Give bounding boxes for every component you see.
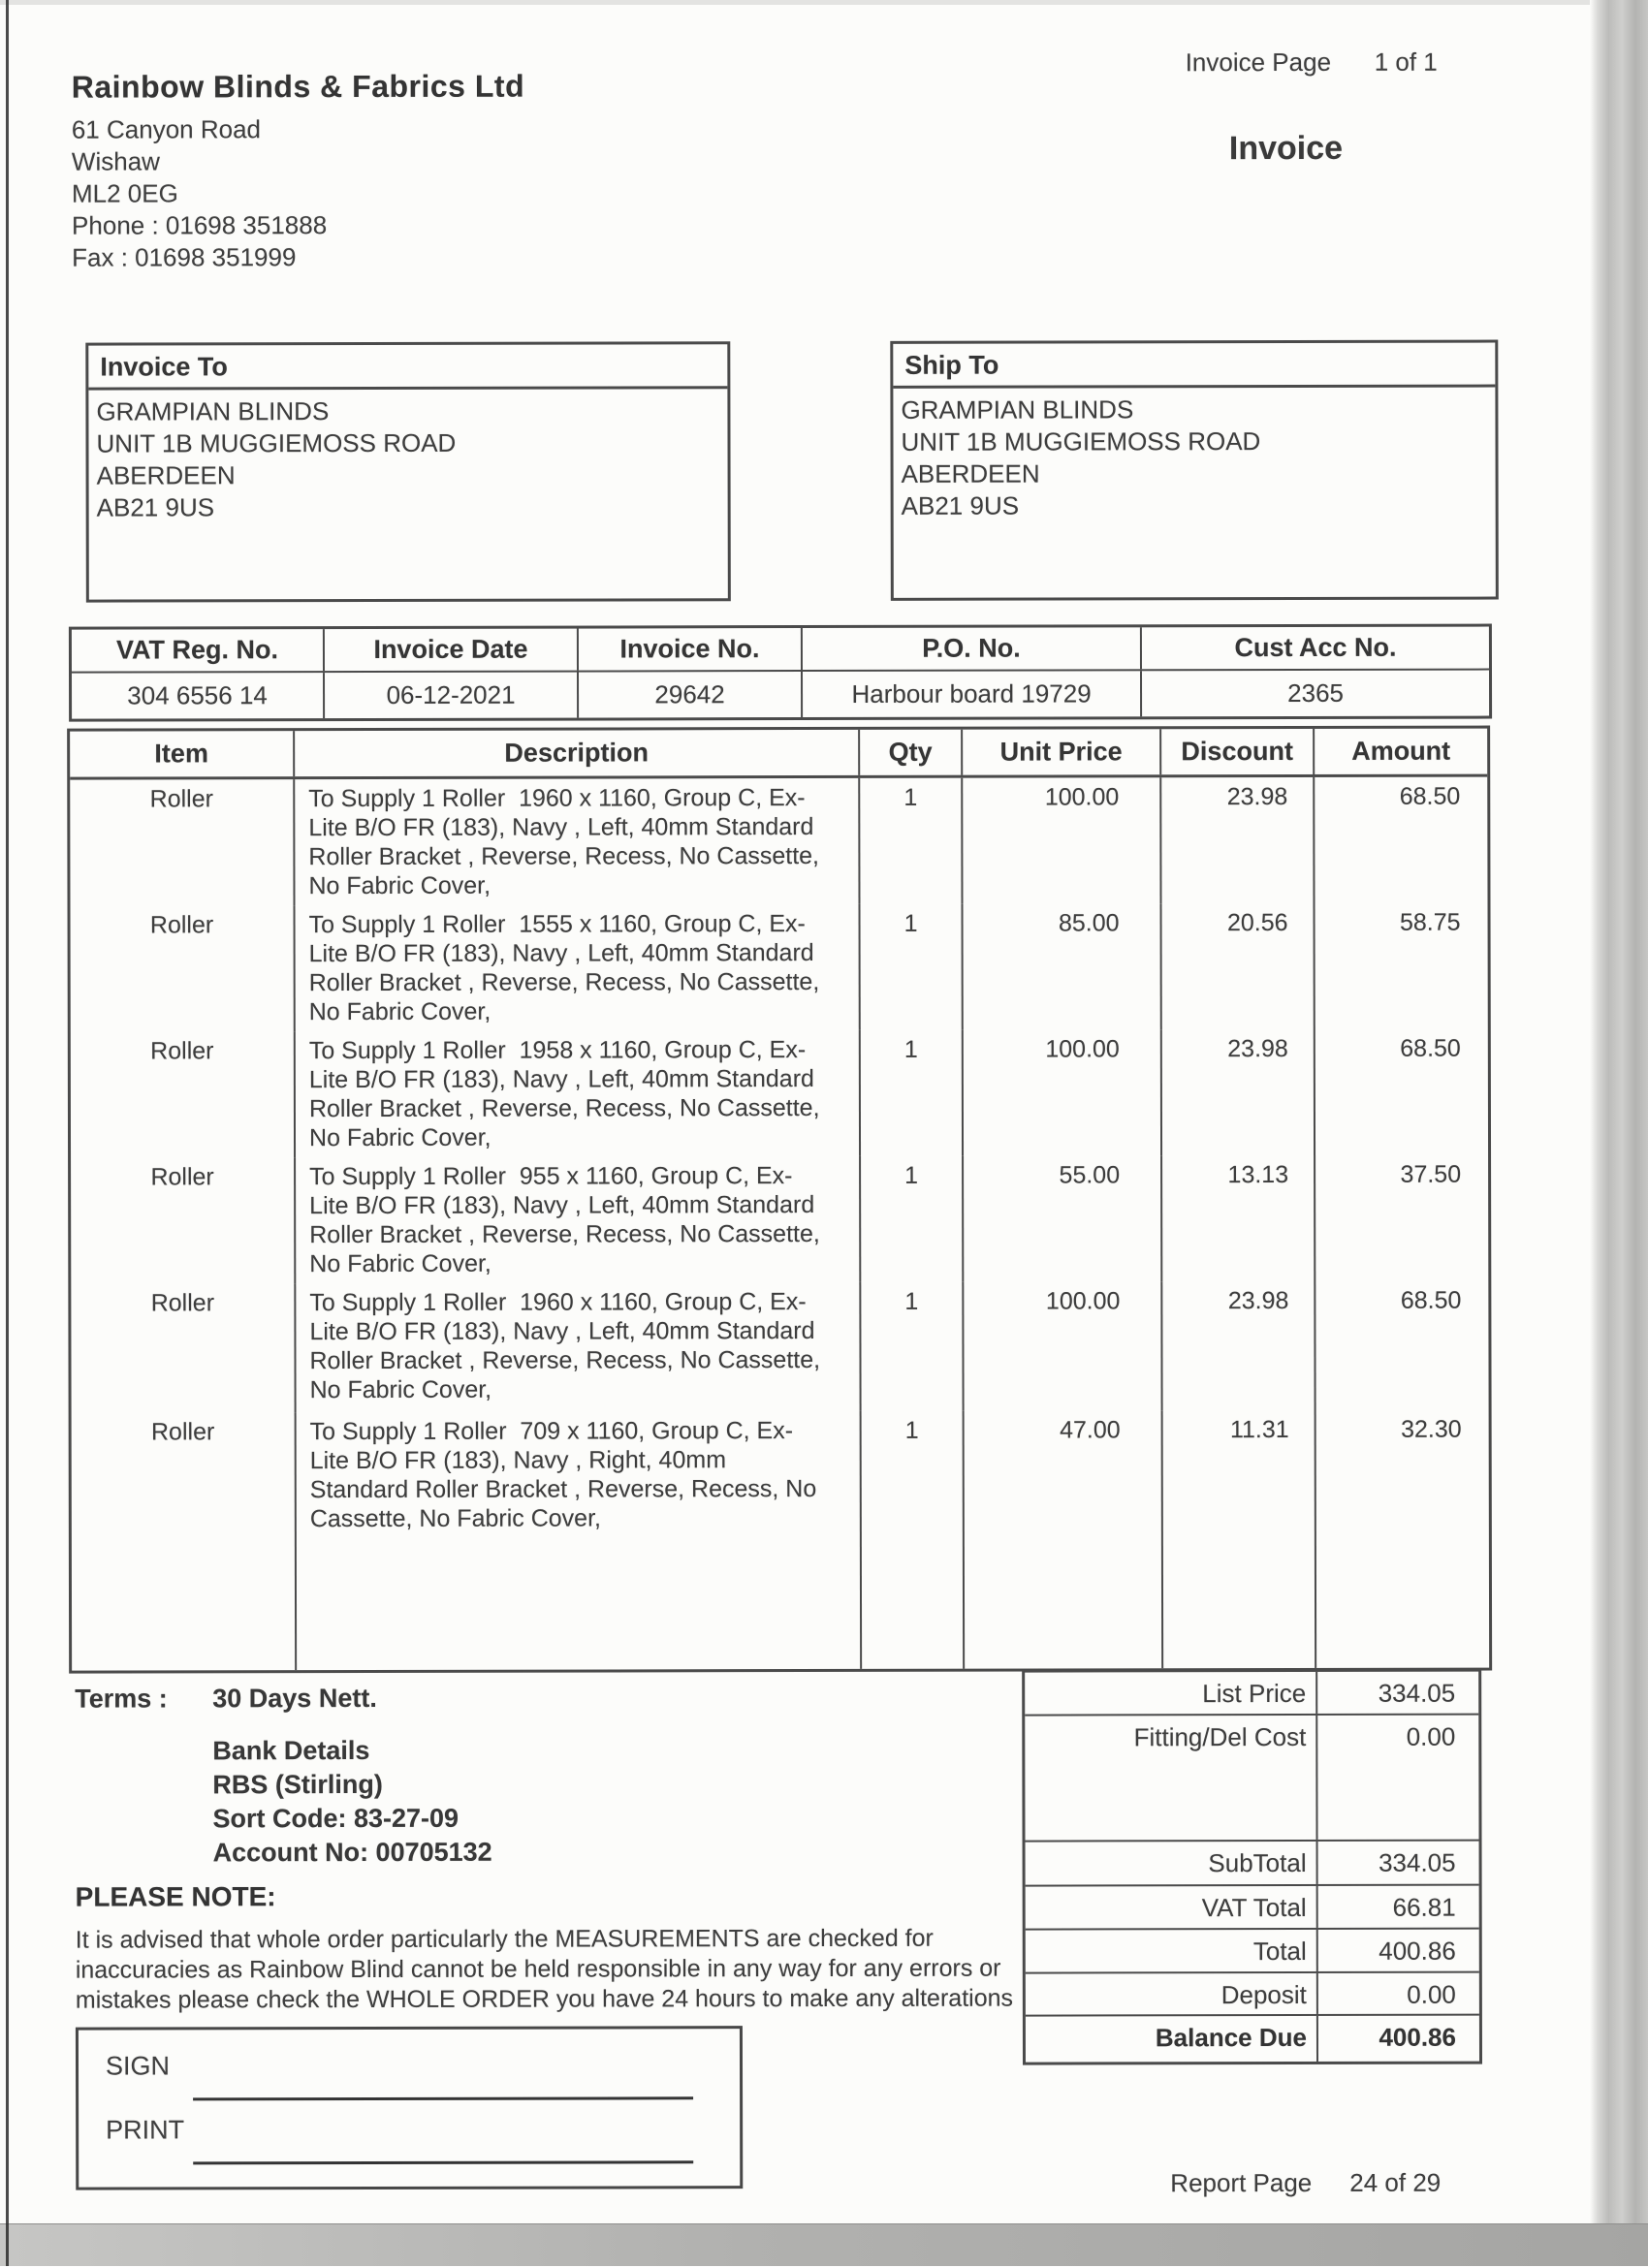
item-name: Roller (71, 1031, 296, 1157)
item-unit-price: 100.00 (963, 777, 1161, 903)
please-note-heading: PLEASE NOTE: (75, 1881, 276, 1912)
item-unit-price: 47.00 (965, 1410, 1164, 1668)
scan-edge-top (0, 0, 1648, 5)
meta-header-cust-acc: Cust Acc No. (1234, 632, 1397, 663)
print-line (193, 2160, 693, 2164)
item-amount: 37.50 (1400, 1160, 1462, 1188)
totals-row-fitting-del-cost (1025, 1716, 1478, 1843)
meta-header-vat: VAT Reg. No. (72, 629, 325, 672)
item-amount: 68.50 (1400, 1034, 1461, 1062)
totals-row-subtotal (1026, 1842, 1479, 1887)
sign-line (193, 2096, 693, 2100)
item-description: To Supply 1 Roller 709 x 1160, Group C, Ex- Lite B/O FR (183), Navy , Right, 40mm Standard Roller Bracket , Reverse, Recess, No Cassette, No Fabric Cover, (297, 1411, 863, 1670)
item-discount: 20.56 (1162, 903, 1315, 1029)
meta-value-vat: 304 6556 14 (72, 673, 325, 719)
item-description: To Supply 1 Roller 1555 x 1160, Group C, Ex- Lite B/O FR (183), Navy , Left, 40mm Standard Roller Bracket , Reverse, Recess, No Cassette, No Fabric Cover, (296, 904, 861, 1031)
meta-header-invoice-no: Invoice No. (579, 628, 803, 670)
totals-label: SubTotal (1026, 1842, 1318, 1885)
scan-edge-bottom (0, 2223, 1648, 2266)
totals-row-total (1026, 1930, 1479, 1974)
totals-value: 0.00 (1406, 1721, 1456, 1751)
totals-value: 334.05 (1378, 1678, 1456, 1708)
meta-header-po-no: P.O. No. (803, 627, 1142, 670)
please-note-body: It is advised that whole order particularly the MEASUREMENTS are checked for inaccuracies as Rainbow Blind cannot be held responsible in any way for any errors or mistakes please check the WHOLE ORDER you have 24 hours to make any alterations (75, 1924, 1014, 2014)
print-label: PRINT (106, 2115, 185, 2145)
item-unit-price: 100.00 (964, 1029, 1162, 1155)
item-discount: 13.13 (1162, 1155, 1315, 1281)
item-description: To Supply 1 Roller 1960 x 1160, Group C, Ex- Lite B/O FR (183), Navy , Left, 40mm Standard Roller Bracket , Reverse, Recess, No Cassette, No Fabric Cover, (295, 778, 860, 905)
item-name: Roller (71, 1283, 296, 1412)
totals-table (1022, 1669, 1482, 2065)
invoice-to-box (85, 341, 731, 602)
meta-value-po-no: Harbour board 19729 (803, 671, 1142, 717)
item-qty: 1 (861, 904, 964, 1030)
meta-value-invoice-no: 29642 (579, 672, 803, 717)
meta-value-row (72, 671, 1489, 719)
invoice-to-address: GRAMPIAN BLINDS UNIT 1B MUGGIEMOSS ROAD ABERDEEN AB21 9US (96, 396, 457, 522)
items-header-discount: Discount (1161, 729, 1315, 774)
totals-row-vat-total (1026, 1886, 1479, 1931)
scan-edge-left (6, 0, 9, 2266)
item-amount: 32.30 (1401, 1415, 1462, 1443)
totals-row-deposit (1026, 1973, 1479, 2017)
item-description: To Supply 1 Roller 1960 x 1160, Group C, Ex- Lite B/O FR (183), Navy , Left, 40mm Standard Roller Bracket , Reverse, Recess, No Cassette, No Fabric Cover, (296, 1282, 861, 1412)
ship-to-label: Ship To (893, 343, 1495, 389)
item-discount: 23.98 (1162, 1029, 1315, 1155)
item-qty: 1 (862, 1411, 966, 1669)
meta-value-cust-acc: 2365 (1287, 677, 1345, 708)
totals-row-list-price (1025, 1672, 1478, 1717)
terms-value: 30 Days Nett. (212, 1683, 377, 1714)
totals-label: List Price (1025, 1672, 1317, 1715)
totals-label: Deposit (1026, 1973, 1318, 2015)
item-description: To Supply 1 Roller 1958 x 1160, Group C, Ex- Lite B/O FR (183), Navy , Left, 40mm Standard Roller Bracket , Reverse, Recess, No Cassette, No Fabric Cover, (296, 1030, 861, 1157)
meta-value-invoice-date: 06-12-2021 (325, 673, 579, 719)
item-unit-price: 55.00 (964, 1155, 1162, 1281)
item-description: To Supply 1 Roller 955 x 1160, Group C, Ex- Lite B/O FR (183), Navy , Left, 40mm Standard Roller Bracket , Reverse, Recess, No Cassette, No Fabric Cover, (296, 1156, 861, 1283)
scan-edge-right (1590, 0, 1648, 2266)
line-items-table (67, 726, 1492, 1674)
meta-header-row (72, 627, 1489, 674)
totals-label: Fitting/Del Cost (1025, 1716, 1317, 1841)
invoice-page-indicator (1185, 47, 1438, 78)
totals-value: 400.86 (1379, 1936, 1456, 1966)
item-qty: 1 (861, 1030, 964, 1156)
invoice-page-value: 1 of 1 (1374, 47, 1438, 77)
invoice-page-label: Invoice Page (1185, 47, 1332, 78)
items-body (70, 777, 1489, 1671)
terms-row (75, 1683, 377, 1714)
items-header-row (70, 729, 1487, 780)
items-header-qty: Qty (860, 730, 963, 775)
item-name: Roller (70, 779, 295, 905)
item-amount: 68.50 (1399, 782, 1461, 810)
totals-value: 0.00 (1407, 1979, 1456, 2009)
document-title: Invoice (1228, 129, 1344, 168)
company-name: Rainbow Blinds & Fabrics Ltd (71, 68, 525, 105)
totals-row-balance-due (1026, 2016, 1479, 2063)
item-discount: 23.98 (1161, 777, 1315, 903)
item-discount: 23.98 (1162, 1281, 1315, 1410)
totals-label: Total (1026, 1930, 1318, 1972)
totals-label: Balance Due (1026, 2016, 1318, 2063)
report-page-label: Report Page (1170, 2167, 1313, 2198)
ship-to-address: GRAMPIAN BLINDS UNIT 1B MUGGIEMOSS ROAD ABERDEEN AB21 9US (901, 394, 1261, 520)
item-name: Roller (72, 1412, 298, 1670)
sign-label: SIGN (105, 2051, 171, 2081)
report-page-value: 24 of 29 (1349, 2167, 1442, 2197)
invoice-meta-table (69, 624, 1492, 722)
item-qty: 1 (861, 1282, 964, 1411)
meta-header-invoice-date: Invoice Date (325, 629, 579, 672)
items-header-description: Description (295, 730, 860, 776)
item-qty: 1 (861, 1156, 964, 1282)
terms-label: Terms : (75, 1684, 168, 1714)
item-amount: 58.75 (1399, 908, 1461, 936)
item-qty: 1 (860, 778, 963, 904)
report-page-indicator (1170, 2167, 1442, 2198)
items-header-unit-price: Unit Price (963, 729, 1161, 774)
item-name: Roller (71, 1157, 296, 1283)
item-amount: 68.50 (1400, 1286, 1462, 1314)
totals-value: 400.86 (1379, 2022, 1456, 2052)
items-header-item: Item (70, 731, 295, 776)
bank-details: Bank Details RBS (Stirling) Sort Code: 83-27-09 Account No: 00705132 (212, 1735, 492, 1868)
invoice-to-label: Invoice To (88, 344, 727, 390)
totals-value: 66.81 (1392, 1892, 1456, 1922)
totals-label: VAT Total (1026, 1886, 1318, 1929)
company-address: 61 Canyon Road Wishaw ML2 0EG Phone : 01698 351888 Fax : 01698 351999 (71, 114, 328, 272)
signature-box (76, 2026, 743, 2189)
item-unit-price: 100.00 (964, 1281, 1162, 1410)
items-header-amount: Amount (1351, 736, 1451, 766)
item-unit-price: 85.00 (964, 903, 1162, 1029)
ship-to-box (890, 340, 1499, 601)
totals-value: 334.05 (1379, 1847, 1456, 1877)
item-discount: 11.31 (1163, 1410, 1317, 1668)
item-name: Roller (71, 905, 296, 1031)
